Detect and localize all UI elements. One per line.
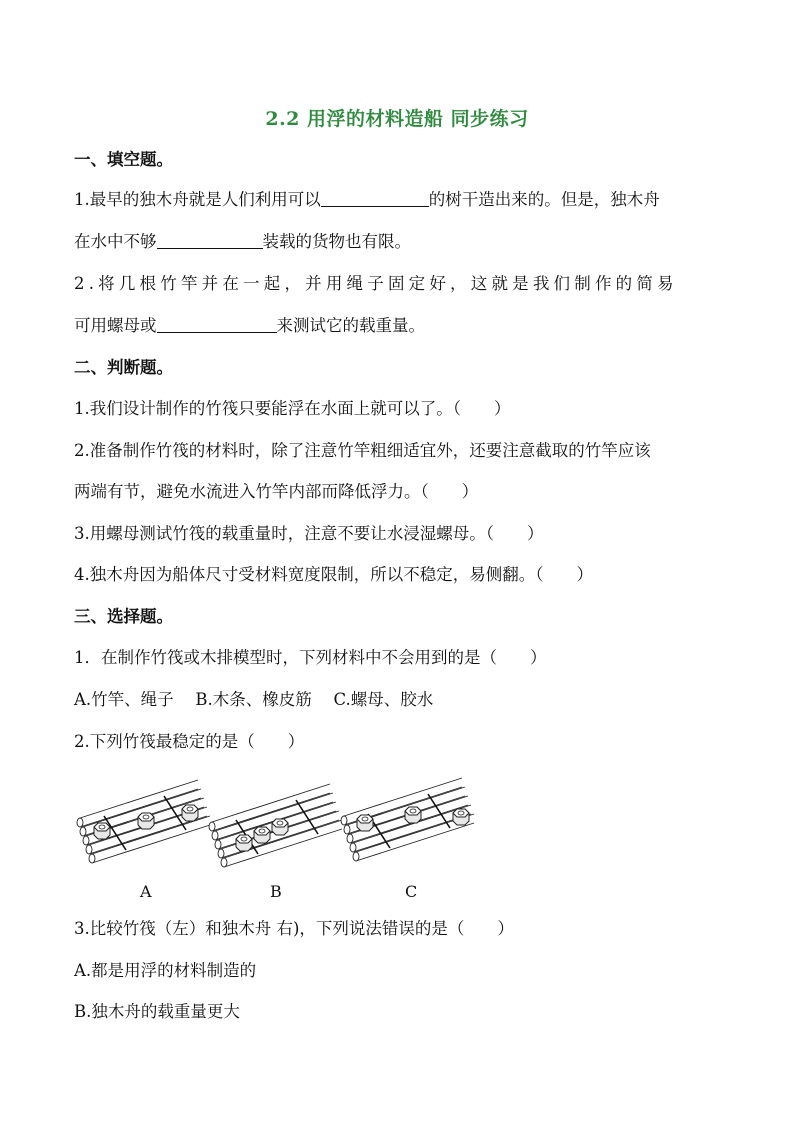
raft-illustration: [74, 764, 494, 874]
question-mc-1: 1．在制作竹筏或木排模型时，下列材料中不会用到的是（ ）: [74, 648, 547, 667]
question-text: 1.最早的独木舟就是人们利用可以: [74, 190, 321, 209]
answer-blank[interactable]: [157, 316, 277, 333]
question-fill-1-line-1: [74, 189, 660, 211]
question-text: 的树干造出来的。但是，独木舟: [428, 190, 660, 209]
section-heading-true-false: 二、判断题。: [74, 358, 173, 377]
nut-icon: [138, 813, 154, 829]
nut-icon: [236, 835, 252, 851]
nut-icon: [405, 807, 421, 823]
question-tf-2-line-2: 两端有节，避免水流进入竹竿内部而降低浮力。（ ）: [74, 482, 479, 501]
question-mc-3-option-b: B.独木舟的载重量更大: [74, 1002, 240, 1021]
question-tf-1: 1.我们设计制作的竹筏只要能浮在水面上就可以了。（ ）: [74, 399, 511, 418]
raft-b: [209, 784, 342, 867]
question-text: 2.将几根竹竿并在一起，并用绳子固定好，这就是我们制作的简易: [74, 274, 678, 293]
nut-icon: [453, 809, 469, 825]
question-text: 装载的货物也有限。: [262, 232, 411, 251]
question-text: 来测试它的载重量。: [276, 316, 425, 335]
page-title: 2.2 用浮的材料造船 同步练习: [265, 108, 529, 130]
question-fill-2-line-1: [74, 273, 720, 295]
question-mc-2: 2.下列竹筏最稳定的是（ ）: [74, 732, 305, 751]
figure-label-b: B: [270, 882, 282, 901]
question-tf-2-line-1: 2.准备制作竹筏的材料时，除了注意竹竿粗细适宜外，还要注意截取的竹竿应该: [74, 441, 651, 460]
figure-label-a: A: [140, 882, 152, 901]
nut-icon: [182, 805, 198, 821]
answer-blank[interactable]: [321, 190, 429, 207]
section-heading-multiple-choice: 三、选择题。: [74, 607, 173, 626]
question-tf-3: 3.用螺母测试竹筏的载重量时，注意不要让水浸湿螺母。（ ）: [74, 524, 544, 543]
nut-icon: [272, 819, 288, 835]
answer-blank[interactable]: [157, 232, 263, 249]
question-text: 在水中不够: [74, 232, 157, 251]
question-mc-1-options: A.竹竿、绳子 B.木条、橡皮筋 C.螺母、胶水: [74, 690, 434, 709]
question-fill-1-line-2: [74, 231, 411, 253]
nut-icon: [357, 815, 373, 831]
question-text: 可用螺母或: [74, 316, 157, 335]
section-heading-fill-blank: 一、填空题。: [74, 150, 173, 169]
figure-label-c: C: [405, 882, 418, 901]
nut-icon: [254, 827, 270, 843]
raft-figure: [74, 764, 494, 878]
nut-icon: [94, 823, 110, 839]
raft-c: [341, 778, 474, 861]
raft-a: [77, 780, 210, 863]
question-tf-4: 4.独木舟因为船体尺寸受材料宽度限制，所以不稳定，易侧翻。（ ）: [74, 565, 593, 584]
question-mc-3: 3.比较竹筏（左）和独木舟 右)，下列说法错误的是（ ）: [74, 919, 514, 938]
question-mc-3-option-a: A.都是用浮的材料制造的: [74, 961, 257, 980]
question-fill-2-line-2: [74, 315, 425, 337]
